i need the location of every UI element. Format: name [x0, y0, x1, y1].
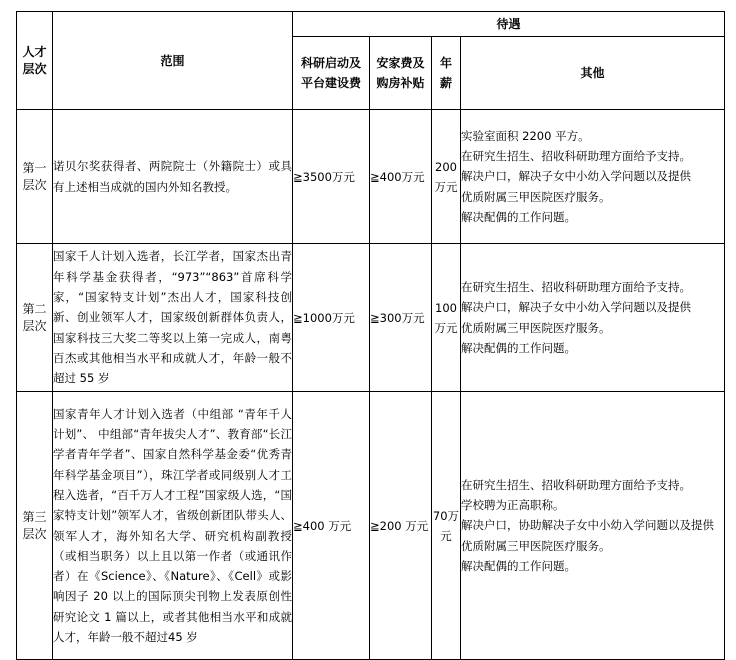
table-row: [17, 244, 725, 392]
header-annual-salary: 年薪: [432, 37, 461, 110]
row-other: [461, 110, 725, 244]
row-research-funding: ≧3500万元: [293, 110, 370, 244]
other-line: 实验室面积 2200 平方。: [461, 128, 590, 143]
row-level: 第三层次: [17, 392, 53, 660]
header-level: 人才层次: [17, 12, 53, 110]
row-level: 第二层次: [17, 244, 53, 392]
row-housing-subsidy: ≧200 万元: [370, 392, 432, 660]
other-line: 在研究生招生、招收科研助理方面给予支持。: [461, 477, 691, 492]
row-research-funding: ≧400 万元: [293, 392, 370, 660]
row-housing-subsidy: ≧300万元: [370, 244, 432, 392]
other-line: 学校聘为正高职称。: [461, 498, 565, 513]
table-row: [17, 392, 725, 660]
other-line: 解决配偶的工作问题。: [461, 558, 576, 573]
row-annual-salary: 100万元: [432, 244, 461, 392]
row-other: [461, 392, 725, 660]
header-other: 其他: [461, 37, 725, 110]
table-row: [17, 110, 725, 244]
other-line: 优质附属三甲医院医疗服务。: [461, 320, 611, 335]
other-line: 在研究生招生、招收科研助理方面给予支持。: [461, 149, 691, 164]
header-research-funding: 科研启动及平台建设费: [293, 37, 370, 110]
row-scope: 国家青年人才计划入选者（中组部 “青年千人计划”、 中组部“青年拔尖人才”、教育部“长江学者青年学者”、国家自然科学基金委“优秀青年科学基金项目”），珠江学者或同级别人才工程入选者，“百千万人才工程”国家级人选，“国家特支计划”领军人才，省级创新团队带头人、领军人才，海外知名大学、研究机构副教授（或相当职务）以上且以第一作者（或通讯作者）在《Science》、《Nature》、《Cell》或影响因子 20 以上的国际顶尖刊物上发表原创性研究论文 1 篇以上，或者其他相当水平和成就人才，年龄一般不超过45 岁: [53, 392, 293, 660]
row-annual-salary: 70万元: [432, 392, 461, 660]
row-other: [461, 244, 725, 392]
row-housing-subsidy: ≧400万元: [370, 110, 432, 244]
other-line: 优质附属三甲医院医疗服务。: [461, 189, 611, 204]
other-line: 解决户口，协助解决子女中小幼入学问题以及提供优质附属三甲医院医疗服务。: [461, 518, 714, 553]
row-scope: 诺贝尔奖获得者、两院院士（外籍院士）或具有上述相当成就的国内外知名教授。: [53, 110, 293, 244]
talent-treatment-table: [16, 11, 725, 660]
row-level: 第一层次: [17, 110, 53, 244]
other-line: 解决户口，解决子女中小幼入学问题以及提供: [461, 300, 691, 315]
header-treatment: 待遇: [293, 12, 725, 37]
other-line: 在研究生招生、招收科研助理方面给予支持。: [461, 280, 691, 295]
row-research-funding: ≧1000万元: [293, 244, 370, 392]
header-housing-subsidy: 安家费及购房补贴: [370, 37, 432, 110]
other-line: 解决配偶的工作问题。: [461, 340, 576, 355]
other-line: 解决户口，解决子女中小幼入学问题以及提供: [461, 169, 691, 184]
row-scope: 国家千人计划入选者，长江学者，国家杰出青年科学基金获得者，“973”“863”首席科学家，“国家特支计划”杰出人才，国家科技创新、创业领军人才，国家级创新群体负责人，国家科技三大奖二等奖以上第一完成人，南粤百杰或其他相当水平和成就人才，年龄一般不超过 55 岁: [53, 244, 293, 392]
row-annual-salary: 200万元: [432, 110, 461, 244]
header-scope: 范围: [53, 12, 293, 110]
other-line: 解决配偶的工作问题。: [461, 209, 576, 224]
